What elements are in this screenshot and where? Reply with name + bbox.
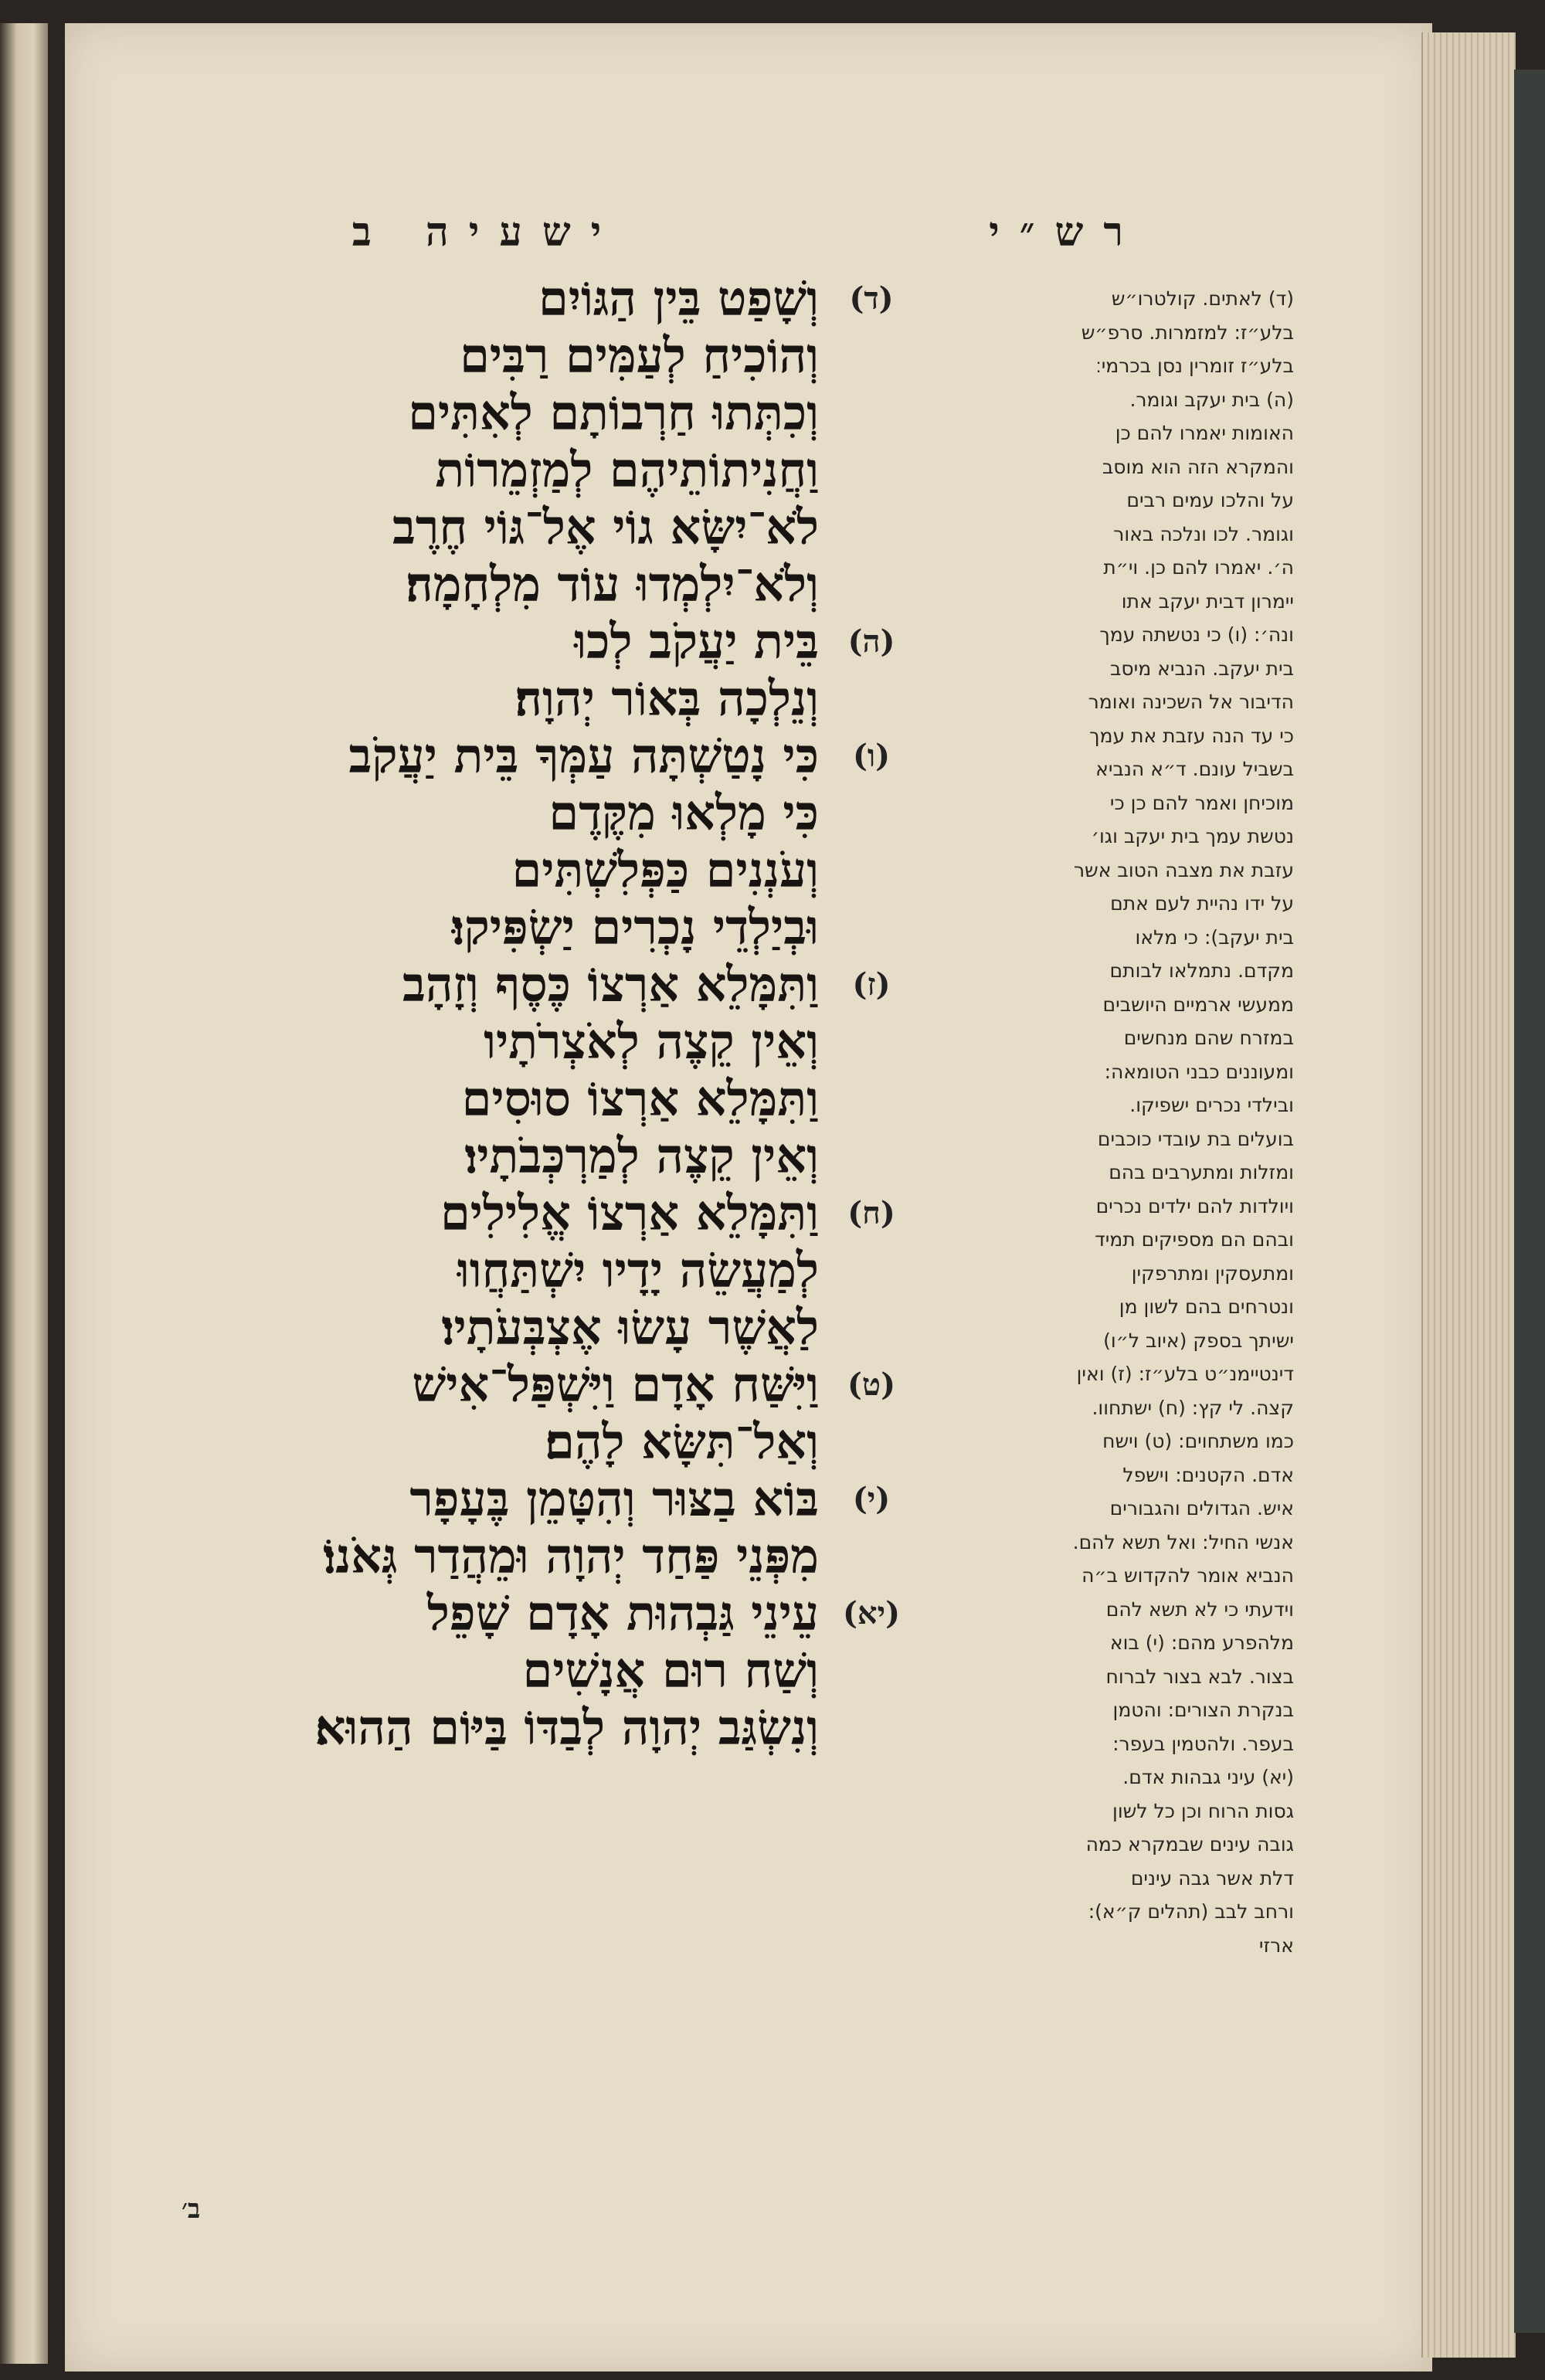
scripture-column xyxy=(131,270,904,1757)
verse-text: כִּי נָטַשְׁתָּה עַמְּךָ בֵּית יַעֲקֹב xyxy=(348,728,819,784)
rashi-line: דלת אשר גבה עינים xyxy=(1130,1866,1294,1889)
rashi-line: בית יעקב): כי מלאו xyxy=(1135,925,1294,949)
verse-text: וְאַל־תִּשָּׂא לָהֶם׃ xyxy=(545,1414,819,1470)
verse-number: (ח) xyxy=(847,1195,895,1231)
verse-text: לֹא־יִשָּׂא גוֹי אֶל־גּוֹי חֶרֶב xyxy=(392,499,819,555)
verse-line xyxy=(131,728,904,785)
rashi-line: ישיתך בספק (איוב ל״ו) xyxy=(1103,1329,1294,1352)
running-head-rashi: רש״י xyxy=(989,209,1143,256)
verse-line xyxy=(131,328,904,385)
verse-line xyxy=(131,785,904,842)
verse-text: מִפְּנֵי פַּחַד יְהוָה וּמֵהֲדַר גְּאֹנוֹ׃ xyxy=(323,1528,819,1584)
rashi-line: במזרח שהם מנחשים xyxy=(1123,1027,1294,1049)
rashi-line: בית יעקב. הנביא מיסב xyxy=(1109,657,1294,680)
verse-line xyxy=(131,556,904,613)
rashi-line: בעפר. ולהטמין בעפר: xyxy=(1112,1732,1294,1755)
signature-mark: ב׳ xyxy=(182,2194,201,2225)
verse-line xyxy=(131,899,904,956)
verse-line xyxy=(131,1642,904,1699)
rashi-line: בנקרת הצורים: והטמן xyxy=(1112,1699,1294,1721)
rashi-line: בועלים בת עובדי כוכבים xyxy=(1097,1127,1294,1150)
verse-text: וְשַׁח רוּם אֲנָשִׁים xyxy=(522,1642,819,1699)
rashi-line: האומות יאמרו להם כן xyxy=(1115,422,1294,444)
rashi-line: וגומר. לכו ונלכה באור xyxy=(1113,522,1294,545)
rashi-line: מקדם. נתמלאו לבותם xyxy=(1109,959,1294,982)
rashi-line: דינטיימנ״ט בלע״ז: (ז) ואין xyxy=(1076,1363,1294,1385)
verse-text: וְנֵלְכָה בְּאוֹר יְהוָה׃ xyxy=(514,671,819,727)
verse-line xyxy=(131,842,904,899)
rashi-line: קצה. לי קץ: (ח) ישתחוו. xyxy=(1092,1396,1294,1419)
verse-text: וְאֵין קֵצֶה לְאֹצְרֹתָיו xyxy=(484,1013,819,1070)
verse-number: (ט) xyxy=(847,1367,895,1403)
rashi-line: ומעוננים כבני הטומאה: xyxy=(1104,1060,1294,1083)
verse-text: וְשָׁפַט בֵּין הַגּוֹיִם xyxy=(538,270,819,327)
rashi-line: איש. הגדולים והגבורים xyxy=(1109,1497,1294,1519)
verse-number: (יא) xyxy=(842,1595,901,1631)
rashi-line: נטשת עמך בית יעקב וגו׳ xyxy=(1091,825,1294,847)
verse-text: וַתִּמָּלֵא אַרְצוֹ סוּסִים xyxy=(461,1071,819,1127)
rashi-line: בלע״ז זומרין נסן בכרמי׃ xyxy=(1095,355,1294,377)
rashi-commentary-column xyxy=(923,282,1294,1962)
verse-text: וְלֹא־יִלְמְדוּ עוֹד מִלְחָמָה׃ xyxy=(406,556,819,613)
rashi-line: על ידו נהיית לעם אתם xyxy=(1110,892,1294,915)
verse-number: (ז) xyxy=(852,966,891,1003)
rashi-line: ומתעסקין ומתרפקין xyxy=(1131,1261,1294,1285)
verse-line xyxy=(131,613,904,671)
verse-line xyxy=(131,1071,904,1128)
rashi-line: ה׳. יאמרו להם כן. וי״ת xyxy=(1103,556,1294,579)
verse-line xyxy=(131,1185,904,1242)
verse-line xyxy=(131,1356,904,1414)
verse-text: וּבְיַלְדֵי נָכְרִים יַשְׂפִּיקוּ׃ xyxy=(451,899,819,956)
rashi-line: (ה) בית יעקב וגומר. xyxy=(1129,388,1294,411)
verse-line xyxy=(131,1414,904,1471)
rashi-line: מוכיחן ואמר להם כן כי xyxy=(1109,791,1294,814)
verse-text: וַיִּשַּׁח אָדָם וַיִּשְׁפַּל־אִישׁ xyxy=(412,1356,819,1413)
verse-line xyxy=(131,385,904,442)
verse-text: וְאֵין קֵצֶה לְמַרְכְּבֹתָיו׃ xyxy=(464,1128,819,1184)
page-stack-edge xyxy=(1421,32,1516,2358)
rashi-line: גובה עינים שבמקרא כמה xyxy=(1085,1833,1294,1855)
verse-text: וַתִּמָּלֵא אַרְצוֹ אֱלִילִים xyxy=(440,1185,819,1241)
verse-number: (ו) xyxy=(852,738,891,774)
verse-text: וַחֲנִיתוֹתֵיהֶם לְמַזְמֵרוֹת xyxy=(435,442,819,498)
verse-line xyxy=(131,270,904,328)
verse-text: וַתִּמָּלֵא אַרְצוֹ כֶּסֶף וְזָהָב xyxy=(402,956,819,1013)
verse-line xyxy=(131,442,904,499)
rashi-line: ובילדי נכרים ישפיקו. xyxy=(1129,1094,1294,1116)
verse-number: (ה) xyxy=(847,623,895,660)
rashi-line: ורחב לבב (תהלים ק״א): xyxy=(1088,1900,1294,1923)
rashi-line: בלע״ז: למזמרות. סרפ״ש xyxy=(1081,321,1294,344)
verse-line xyxy=(131,1013,904,1071)
rashi-line: ונטרחים בהם לשון מן xyxy=(1119,1295,1294,1318)
rashi-line: (ד) לאתים. קולטרו״ש xyxy=(1111,287,1294,310)
verse-number: (ד) xyxy=(849,280,894,317)
rashi-line: עזבת את מצבה הטוב אשר xyxy=(1073,858,1294,881)
verse-line xyxy=(131,1528,904,1585)
rashi-line: כי עד הנה עזבת את עמך xyxy=(1089,724,1294,747)
verse-number: (י) xyxy=(852,1481,891,1517)
verse-text: וְעֹנְנִים כַּפְּלִשְׁתִּים xyxy=(511,842,819,898)
rashi-line: ונה׳: (ו) כי נטשתה עמך xyxy=(1099,623,1294,646)
rashi-line: ממעשי ארמיים היושבים xyxy=(1102,993,1294,1016)
rashi-line: יימרון דבית יעקב אתו xyxy=(1121,589,1294,613)
rashi-line: בצור. לבא בצור לברוח xyxy=(1105,1665,1294,1688)
verse-line xyxy=(131,1299,904,1356)
verse-line xyxy=(131,1128,904,1185)
verse-line xyxy=(131,956,904,1013)
rashi-line: והמקרא הזה הוא מוסב xyxy=(1102,455,1294,478)
rashi-line: ארזי xyxy=(1258,1934,1294,1957)
rashi-line: הדיבור אל השכינה ואומר xyxy=(1088,691,1294,713)
rashi-line: וידעתי כי לא תשא להם xyxy=(1105,1597,1294,1621)
rashi-line: אנשי החיל: ואל תשא להם. xyxy=(1072,1530,1294,1553)
rashi-line: על והלכו עמים רבים xyxy=(1126,489,1294,511)
verse-line xyxy=(131,1699,904,1757)
rashi-line: אדם. הקטנים: וישפל xyxy=(1122,1463,1294,1486)
verse-text: לְמַעֲשֵׂה יָדָיו יִשְׁתַּחֲווּ xyxy=(457,1242,819,1299)
verse-text: עֵינֵי גַּבְהוּת אָדָם שָׁפֵל xyxy=(426,1585,819,1642)
verse-text: לַאֲשֶׁר עָשׂוּ אֶצְבְּעֹתָיו׃ xyxy=(441,1299,819,1356)
verse-text: בּוֹא בַצּוּר וְהִטָּמֵן בֶּעָפָר xyxy=(409,1471,819,1527)
verse-text: בֵּית יַעֲקֹב לְכוּ xyxy=(574,613,819,670)
rashi-line: מלהפרע מהם: (י) בוא xyxy=(1109,1631,1294,1654)
verse-text: וְנִשְׂגַּב יְהוָה לְבַדּוֹ בַּיּוֹם הַהוּא׃ xyxy=(314,1699,819,1756)
rashi-line: כמו משתחוים: (ט) וישח xyxy=(1102,1430,1294,1452)
rashi-line: ומזלות ומתערבים בהם xyxy=(1109,1161,1294,1183)
rashi-line: ובהם הם מספיקים תמיד xyxy=(1095,1228,1294,1251)
rashi-line: בשביל עונם. ד״א הנביא xyxy=(1095,758,1294,780)
verse-text: וְכִתְּתוּ חַרְבוֹתָם לְאִתִּים xyxy=(408,385,819,441)
verse-text: וְהוֹכִיחַ לְעַמִּים רַבִּים xyxy=(460,328,819,384)
running-head-isaiah: ישעיה ב xyxy=(351,209,622,256)
rashi-line: הנביא אומר להקדוש ב״ה xyxy=(1082,1564,1294,1587)
verse-line xyxy=(131,671,904,728)
rashi-line: (יא) עיני גבהות אדם. xyxy=(1122,1766,1294,1788)
verse-line xyxy=(131,1242,904,1299)
book-cover-edge xyxy=(1514,70,1545,2333)
rashi-line: ויולדות להם ילדים נכרים xyxy=(1095,1194,1294,1217)
rashi-line: גסות הרוח וכן כל לשון xyxy=(1112,1799,1294,1822)
verse-line xyxy=(131,499,904,556)
verse-line xyxy=(131,1585,904,1642)
left-page-edge xyxy=(0,23,48,2364)
verse-text: כִּי מָלְאוּ מִקֶּדֶם xyxy=(548,785,819,841)
verse-line xyxy=(131,1471,904,1528)
